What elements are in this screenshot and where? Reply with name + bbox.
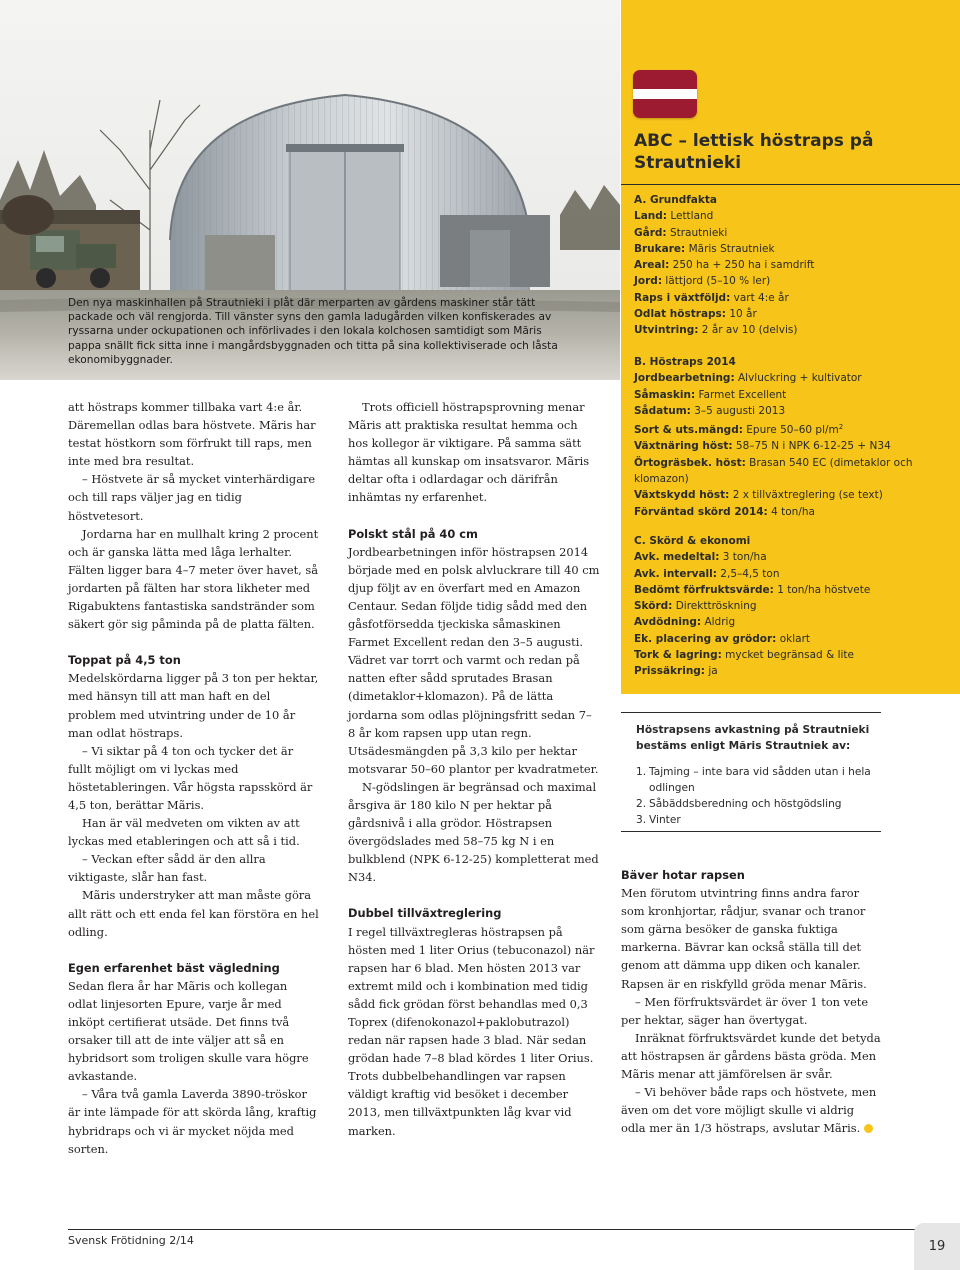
yield-factors-list: [636, 764, 881, 828]
fact-value: Mãris Strautniek: [688, 242, 775, 255]
fact-label: Land:: [634, 210, 667, 223]
section-heading: Bäver hotar rapsen: [621, 868, 745, 882]
paragraph: Sedan flera år har Mãris och kollegan odlat linjesorten Epure, varje år med inköpt certifierat utsäde. Det finns två orsaker till att de inte väljer att så en hybridsort som troligen skulle vara högre avkastande.: [68, 978, 309, 1084]
paragraph: Men förutom utvintring finns andra faror som kronhjortar, rådjur, svanar och tranor som gärna besöker de ganska fuktiga markerna. Bävrar kan också ställa till det genom att dämma upp diken och kanaler. Rapsen är en riskfylld gröda menar Mãris.: [621, 886, 867, 991]
paragraph: att höstraps kommer tillbaka vart 4:e år. Däremellan odlas bara höstvete. Mãris har testat höstkorn som förfrukt till raps, men inte med bra resultat.: [68, 400, 316, 469]
fact-row: [634, 257, 934, 273]
section-heading: Polskt stål på 40 cm: [348, 526, 478, 541]
fact-value: 3–5 augusti 2013: [694, 404, 786, 417]
fact-label: Skörd:: [634, 600, 673, 613]
fact-row: [634, 647, 934, 663]
divider: [621, 184, 960, 185]
latvia-flag-icon: [633, 70, 697, 118]
paragraph: Han är väl medveten om vikten av att lyckas med etableringen och att så i tid.: [68, 816, 300, 849]
fact-value: Lettland: [670, 210, 714, 223]
fact-row: [634, 663, 934, 679]
list-number: 3.: [636, 814, 647, 826]
fact-value: 3 ton/ha: [722, 551, 767, 564]
fact-row: [634, 306, 934, 322]
fact-row: [634, 322, 934, 338]
fact-label: Örtogräsbek. höst:: [634, 456, 746, 469]
paragraph: Inräknat förfruktsvärdet kunde det betyda att höstrapsen är gårdens bästa gröda. Men Mãris menar att jämförelsen är svår.: [621, 1030, 881, 1082]
fact-row: [634, 208, 934, 224]
fact-row: [634, 225, 934, 241]
quote: – Höstvete är så mycket vinterhärdigare och till raps väljer jag en tidig höstvetesort.: [68, 472, 316, 523]
fact-label: Areal:: [634, 259, 670, 272]
quote: – Våra två gamla Laverda 3890-tröskor är inte lämpade för att skörda lång, kraftig hybridraps och vi är mycket nöjda med sorten.: [68, 1087, 317, 1156]
fact-label: Såmaskin:: [634, 388, 696, 401]
list-number: 1.: [636, 766, 647, 778]
list-text: Vinter: [649, 814, 681, 826]
fact-label: Avdödning:: [634, 616, 702, 629]
fact-label: Prissäkring:: [634, 665, 706, 678]
list-item: [636, 812, 881, 828]
quote-final: [621, 1083, 881, 1137]
fact-row: [634, 598, 934, 614]
fact-label: Sådatum:: [634, 404, 691, 417]
fact-row: [634, 387, 934, 403]
paragraph: Medelskördarna ligger på 3 ton per hektar, med hänsyn till att man haft en del problem med utvintring under de 10 år man odlat höstraps.: [68, 671, 319, 740]
fact-row: [634, 273, 934, 289]
fact-label: Jordbearbetning:: [634, 372, 735, 385]
fact-label: Förväntad skörd 2014:: [634, 505, 768, 518]
fact-row: [634, 487, 934, 503]
list-item: [636, 796, 881, 812]
fact-value: Strautnieki: [669, 226, 728, 239]
list-item: [636, 764, 881, 796]
fact-value: Brasan 540 EC (dimetaklor och klomazon): [634, 456, 913, 486]
fact-section-heading: A. Grundfakta: [634, 194, 717, 206]
quote: – Men förfruktsvärdet är över 1 ton vete per hektar, säger han övertygat.: [621, 994, 869, 1027]
fact-value: 4 ton/ha: [771, 505, 815, 518]
fact-section-basics: [634, 192, 934, 339]
section-heading: Dubbel tillväxtreglering: [348, 906, 502, 921]
fact-row: [634, 504, 934, 520]
fact-value: 2,5–4,5 ton: [720, 567, 780, 580]
fact-box-title: ABC – lettisk höstraps på Strautnieki: [634, 131, 874, 173]
fact-value: mycket begränsad & lite: [725, 649, 855, 662]
publication-name: Svensk Frötidning 2/14: [68, 1234, 194, 1247]
fact-value: 250 ha + 250 ha i samdrift: [672, 259, 815, 272]
fact-label: Gård:: [634, 226, 667, 239]
fact-row: [634, 403, 934, 419]
fact-label: Avk. intervall:: [634, 567, 717, 580]
fact-section-harvest-economy: [634, 533, 934, 680]
fact-superscript: 2: [838, 423, 844, 432]
list-text: Såbäddsberedning och höstgödsling: [649, 798, 842, 810]
text-column-2: [348, 398, 600, 1140]
fact-value: 2 x tillväxtreglering (se text): [732, 489, 883, 502]
fact-value: 2 år av 10 (delvis): [701, 324, 798, 337]
list-text: Tajming – inte bara vid sådden utan i hela odlingen: [649, 766, 871, 794]
fact-value: oklart: [779, 632, 811, 645]
paragraph: Jordarna har en mullhalt kring 2 procent och är ganska lätta med låga lerhalter. Fälten ligger bara 4–7 meter över havet, så jordarten på fälten har stora likheter med Rigabuktens fantastiska sandstränder som säkert gör sig påminda på de platta fälten.: [68, 526, 319, 632]
fact-row: [634, 566, 934, 582]
text-column-3: [621, 866, 881, 1137]
fact-row: [634, 549, 934, 565]
fact-label: Brukare:: [634, 242, 686, 255]
fact-row: [634, 290, 934, 306]
fact-label: Utvintring:: [634, 324, 699, 337]
fact-section-heading: B. Höstraps 2014: [634, 356, 736, 368]
fact-label: Tork & lagring:: [634, 649, 722, 662]
fact-label: Avk. medeltal:: [634, 551, 720, 564]
fact-row: [634, 438, 934, 454]
fact-label: Bedömt förfruktsvärde:: [634, 583, 774, 596]
section-heading: Egen erfarenhet bäst vägledning: [68, 960, 280, 975]
fact-value: 58–75 N i NPK 6-12-25 + N34: [735, 440, 891, 453]
fact-label: Jord:: [634, 275, 663, 288]
fact-value: Alvluckring + kultivator: [737, 372, 862, 385]
fact-label: Sort & uts.mängd:: [634, 424, 743, 437]
fact-row: [634, 631, 934, 647]
fact-section-heading: C. Skörd & ekonomi: [634, 535, 751, 547]
fact-label: Raps i växtföljd:: [634, 291, 731, 304]
section-heading: Toppat på 4,5 ton: [68, 653, 181, 668]
fact-value: Aldrig: [704, 616, 736, 629]
footer-divider: [68, 1229, 960, 1230]
fact-value: vart 4:e år: [733, 291, 789, 304]
quote: – Veckan efter sådd är den allra viktigaste, slår han fast.: [68, 852, 266, 885]
end-dot-icon: [864, 1124, 873, 1133]
paragraph: Jordbearbetningen inför höstrapsen 2014 började med en polsk alvluckrare till 40 cm djup följt av en överfart med en Amazon Centaur. Sedan följde tidig sådd med den gåsfotförsedda tjeckiska såmaskinen Farmet Excellent redan den 3–5 augusti. Vädret var torrt och varmt och redan på natten efter sådd sprutades Brasan (dimetaklor+klomazon). På de lätta jordarna som odlas plöjningsfritt sedan 7– 8 år kom rapsen upp utan regn. Utsädesmängden på 3,3 kilo per hektar motsvarar 50–60 plantor per kvadratmeter.: [348, 544, 600, 776]
paragraph: Mãris understryker att man måste göra allt rätt och ett enda fel kan förstöra en hel odling.: [68, 888, 319, 939]
fact-row: [634, 582, 934, 598]
fact-value: 10 år: [729, 308, 757, 321]
fact-label: Växtnäring höst:: [634, 440, 733, 453]
text-column-1: [68, 398, 320, 1158]
page-number: 19: [914, 1223, 960, 1270]
photo-caption: Den nya maskinhallen på Strautnieki i plåt där merparten av gårdens maskiner står tätt packade och väl rengjorda. Till vänster syns den gamla ladugården vilken konfiskerades av ryssarna under ockupationen och införlivades i den lokala kolchosen samtidigt som Mãris pappa snällt fick sitta inne i mangårdsbyggnaden och titta på sina kollektiviserade och låsta ekonomibyggnader.: [68, 297, 558, 366]
fact-row: [634, 614, 934, 630]
fact-value: Epure 50–60 pl/m: [746, 424, 839, 437]
fact-section-rapeseed-2014: [634, 354, 934, 520]
fact-value: ja: [708, 665, 718, 678]
quote: – Vi siktar på 4 ton och tycker det är fullt möjligt om vi lyckas med höstetableringen. Vår högsta rapsskörd är 4,5 ton, berättar Mãris.: [68, 743, 313, 812]
fact-label: Växtskydd höst:: [634, 489, 730, 502]
fact-value: Direkttröskning: [675, 600, 757, 613]
fact-row: [634, 241, 934, 257]
list-number: 2.: [636, 798, 647, 810]
yield-factors-title: Höstrapsens avkastning på Strautnieki bestäms enligt Mãris Strautniek av:: [636, 724, 870, 752]
fact-row: [634, 370, 934, 386]
paragraph-text: – Vi behöver både raps och höstvete, men även om det vore möjligt skulle vi aldrig odla mer än 1/3 höstraps, avslutar Mãris.: [621, 1085, 877, 1136]
fact-row: [634, 419, 934, 438]
fact-value: Farmet Excellent: [698, 388, 787, 401]
paragraph: N-gödslingen är begränsad och maximal årsgiva är 180 kilo N per hektar på gårdsnivå i alla grödor. Höstrapsen övergödslades med 58–75 kg N i en bulkblend (NPK 6-12-25) kompletterat med N34.: [348, 779, 599, 885]
paragraph: Trots officiell höstrapsprovning menar Mãris att praktiska resultat hemma och hos kollegor är viktigare. På samma sätt hämtas all kunskap om insatsvaror. Mãris deltar ofta i odlardagar och därifrån inhämtas ny erfarenhet.: [348, 400, 590, 505]
fact-row: [634, 455, 934, 488]
paragraph: I regel tillväxtregleras höstrapsen på hösten med 1 liter Orius (tebuconazol) när rapsen har 6 blad. Men hösten 2013 var extremt mild och i kombination med tidig sådd fick grödan först behandlas med 0,3 Toprex (difenokonazol+paklobutrazol) redan när rapsen hade 3 blad. När sedan grödan hade 7–8 blad kördes 1 liter Orius. Trots dubbelbehandlingen var rapsen väldigt kraftig vid besöket i december 2013, men tillväxtpunkten låg kvar vid marken.: [348, 924, 595, 1138]
fact-label: Odlat höstraps:: [634, 308, 726, 321]
fact-value: lättjord (5–10 % ler): [665, 275, 771, 288]
fact-label: Ek. placering av grödor:: [634, 632, 777, 645]
fact-value: 1 ton/ha höstvete: [777, 583, 871, 596]
